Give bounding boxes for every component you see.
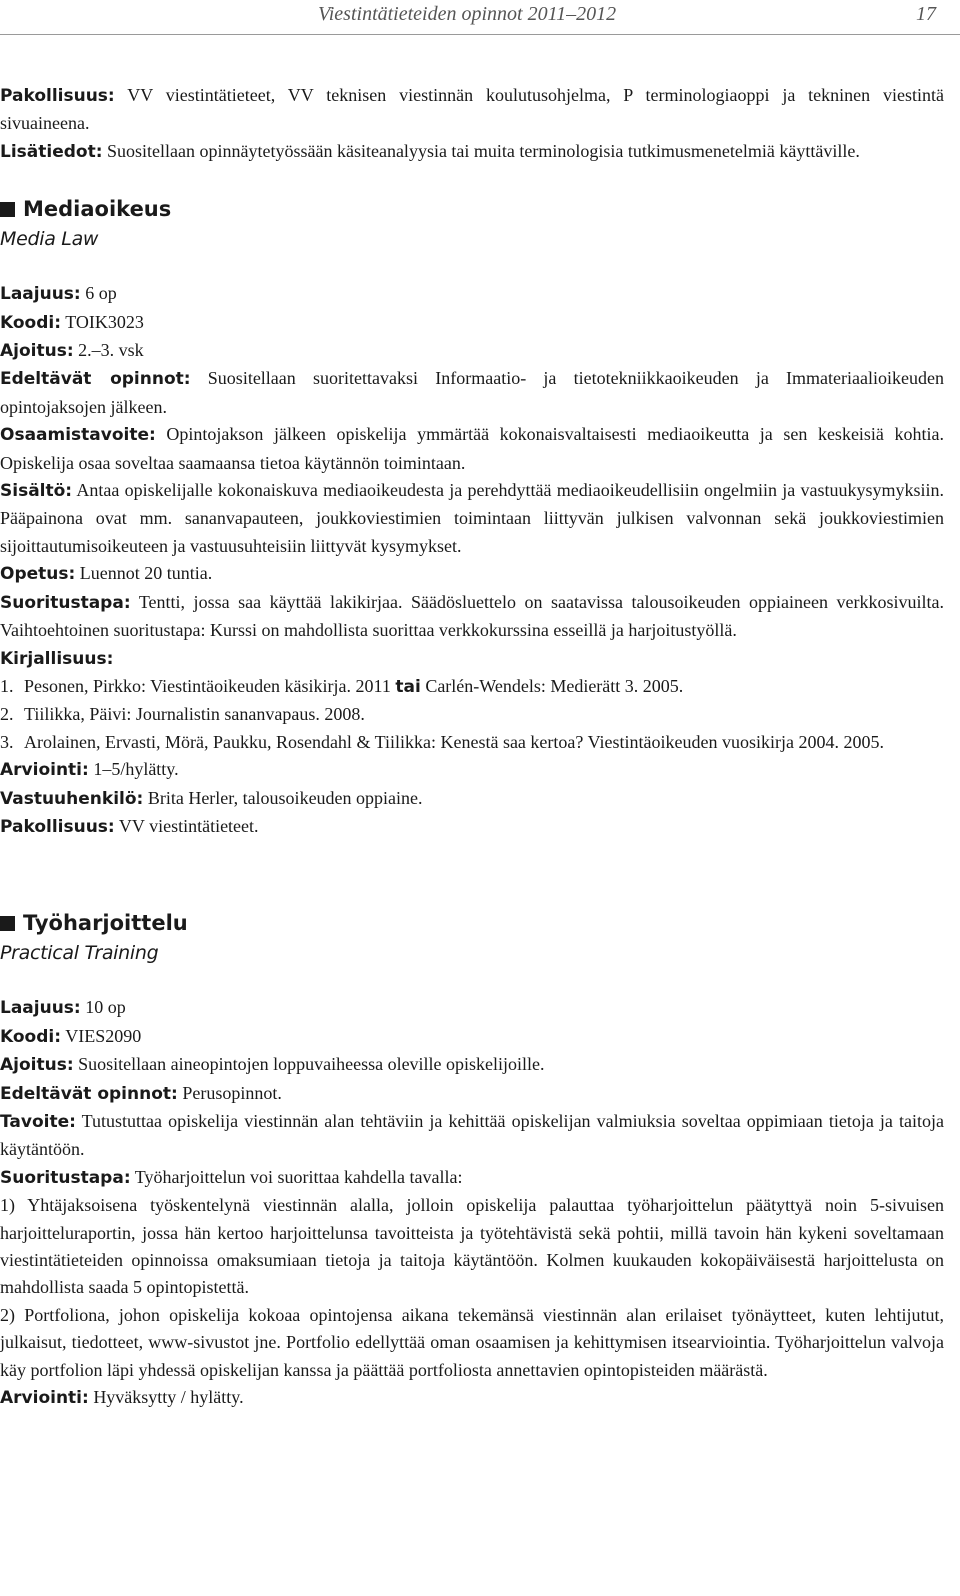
course-subtitle-practical-training: Practical Training <box>0 942 159 965</box>
course2-laajuus: Laajuus: 10 op <box>0 997 126 1019</box>
header-title: Viestintätieteiden opinnot 2011–2012 <box>318 3 617 25</box>
course2-edeltavat: Edeltävät opinnot: Perusopinnot. <box>0 1082 282 1104</box>
course1-vastuuhenkilo: Vastuuhenkilö: Brita Herler, talousoikeuden oppiaine. <box>0 787 423 809</box>
course2-koodi: Koodi: VIES2090 <box>0 1025 142 1047</box>
course2-tavoite: Tavoite: Tutustuttaa opiskelija viestinnän alan tehtäviin ja kehittää opiskelijan valmiuksia soveltaa oppimiaan tietoja ja taitoja käytäntöön. <box>0 1110 944 1160</box>
course1-sisalto: Sisältö: Antaa opiskelijalle kokonaiskuva mediaoikeudesta ja perehdyttää mediaoikeudellisiin ongelmiin ja vastuukysymyksiin. Pääpainona ovat mm. sananvapauteen, joukkoviestimien toimintaan liittyvän julkisen valvonnan sekä joukkoviestimien sijoittautumisoikeuteen ja vastuusuhteisiin liittyvät kysymykset. <box>0 480 944 556</box>
course2-ajoitus: Ajoitus: Suositellaan aineopintojen loppuvaiheessa oleville opiskelijoille. <box>0 1054 545 1076</box>
course1-arviointi: Arviointi: 1–5/hylätty. <box>0 759 179 781</box>
page-number: 17 <box>916 3 936 25</box>
course2-arviointi: Arviointi: Hyväksytty / hylätty. <box>0 1387 244 1409</box>
list-item: 3. Arolainen, Ervasti, Mörä, Paukku, Rosendahl & Tiilikka: Kenestä saa kertoa? Viestintäoikeuden vuosikirja 2004. 2005. <box>0 731 884 752</box>
course1-edeltavat: Edeltävät opinnot: Suositellaan suoritettavaksi Informaatio- ja tietotekniikkaoikeuden ja Immateriaalioikeuden opintojaksojen jälkeen. <box>0 368 944 417</box>
course-subtitle-media-law: Media Law <box>0 228 99 251</box>
list-item: 1. Pesonen, Pirkko: Viestintäoikeuden käsikirja. 2011 tai Carlén-Wendels: Medierätt 3. 2005. <box>0 675 684 697</box>
list-item: 2. Tiilikka, Päivi: Journalistin sananvapaus. 2008. <box>0 704 365 725</box>
course1-osaamistavoite: Osaamistavoite: Opintojakson jälkeen opiskelija ymmärtää kokonaisvaltaisesti mediaoikeutta ja sen keskeisiä kohtia. Opiskelija osaa soveltaa saamaansa tietoa käytännön toimintaan. <box>0 424 944 473</box>
page-content <box>0 82 944 1412</box>
course2-option-2: 2) Portfoliona, johon opiskelija kokoaa opintojensa aikana tekemänsä viestinnän alan erilaiset työnäytteet, kuten lehtijutut, julkaisut, tiedotteet, www-sivustot jne. Portfolio edellyttää oman osaamisen ja kehittymisen itsearviointia. Työharjoittelun valvoja käy portfolion läpi yhdessä opiskelijan kanssa ja päättää portfoliosta annettavien opintopisteiden määrästä. <box>0 1304 944 1380</box>
course1-ajoitus: Ajoitus: 2.–3. vsk <box>0 340 144 362</box>
course1-laajuus: Laajuus: 6 op <box>0 283 117 305</box>
page-header <box>0 0 960 35</box>
course-heading-mediaoikeus: Mediaoikeus <box>0 193 944 225</box>
course1-koodi: Koodi: TOIK3023 <box>0 311 144 333</box>
course1-pakollisuus: Pakollisuus: VV viestintätieteet. <box>0 815 259 837</box>
course1-opetus: Opetus: Luennot 20 tuntia. <box>0 563 213 585</box>
course1-kirjallisuus-label: Kirjallisuus: <box>0 648 114 669</box>
course1-suoritustapa: Suoritustapa: Tentti, jossa saa käyttää lakikirjaa. Säädösluettelo on saatavissa talousoikeuden oppiaineen verkkosivuilta. Vaihtoehtoinen suoritustapa: Kurssi on mahdollista suorittaa verkkokurssina esseillä ja harjoitustyöllä. <box>0 591 944 641</box>
course-heading-tyoharjoittelu: Työharjoittelu <box>0 907 944 939</box>
square-bullet-icon <box>0 202 15 217</box>
intro-lisatiedot: Lisätiedot: Suositellaan opinnäytetyössään käsiteanalyysia tai muita terminologisia tutkimusmenetelmiä käyttäville. <box>0 140 860 162</box>
course2-option-1: 1) Yhtäjaksoisena työskentelynä viestinnän alalla, jolloin opiskelija palauttaa työharjoittelun päätyttyä noin 5-sivuisen harjoitteluraportin, jossa hän kertoo harjoittelunsa tavoitteista ja työtehtävistä sekä pohtii, millä tavoin hän kykeni soveltamaan viestintätieteiden opinnoissa omaksumiaan tietoja ja taitoja käytäntöön. Kolmen kuukauden kokopäiväisestä harjoittelusta on mahdollista saada 5 opintopistettä. <box>0 1195 944 1298</box>
intro-pakollisuus: Pakollisuus: VV viestintätieteet, VV teknisen viestinnän koulutusohjelma, P terminologiaoppi ja tekninen viestintä sivuaineena. <box>0 85 944 134</box>
course2-suoritustapa: Suoritustapa: Työharjoittelun voi suorittaa kahdella tavalla: <box>0 1166 463 1188</box>
square-bullet-icon <box>0 916 15 931</box>
